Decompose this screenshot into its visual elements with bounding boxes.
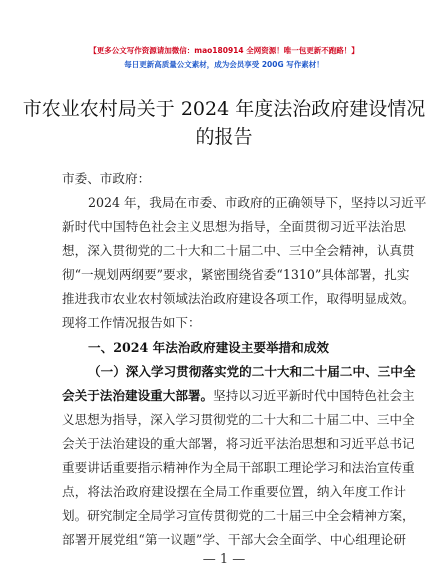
document-title-line1: 市农业农村局关于 2024 年度法治政府建设情况: [22, 98, 426, 120]
subsection-heading-1-continued: [62, 387, 415, 405]
salutation: 市委、市政府：: [62, 171, 151, 186]
subsection-heading-1-tail: 会关于法治建设重大部署。: [62, 388, 214, 403]
paragraph-line: 2024 年，我局在市委、市政府的正确领导下，坚持以习近平: [88, 195, 427, 210]
section-heading-1: 一、2024 年法治政府建设主要举措和成效: [88, 340, 329, 355]
paragraph-line: 彻“一规划两纲要”要求，紧密围绕省委“1310”具体部署，扎实: [62, 267, 410, 282]
document-title-line2: 的报告: [195, 126, 253, 148]
paragraph-line: 重要讲话重要指示精神作为全局干部职工理论学习和法治宣传重: [62, 460, 415, 475]
paragraph-text: 坚持以习近平新时代中国特色社会主: [213, 388, 415, 403]
subsection-heading-1: （一）深入学习贯彻落实党的二十大和二十届二中、三中全: [88, 364, 416, 379]
promo-banner-line1: 【更多公文写作资源请加微信：mao180914 全网资源！唯一包更新不跑路！】: [89, 46, 359, 55]
paragraph-line: 想，深入贯彻党的二十大和二十届二中、三中全会精神，认真贯: [62, 243, 415, 258]
paragraph-line: 义思想为指导，深入学习贯彻党的二十大和二十届二中、三中全: [62, 412, 415, 427]
page-number: — 1 —: [202, 552, 246, 567]
paragraph-line: 新时代中国特色社会主义思想为指导，全面贯彻习近平法治思: [62, 219, 406, 234]
paragraph-line: 点，将法治政府建设摆在全局工作重要位置，纳入年度工作计: [62, 484, 406, 499]
paragraph-line: 划。研究制定全局学习宣传贯彻党的二十届三中全会精神方案，: [62, 508, 415, 523]
paragraph-line: 推进我市农业农村领域法治政府建设各项工作，取得明显成效。: [62, 291, 415, 306]
paragraph-line: 部署开展党组“第一议题”学、干部大会全面学、中心组理论研: [62, 532, 406, 547]
promo-banner-line2: 每日更新高质量公文素材，成为会员享受 200G 写作素材！: [124, 60, 324, 69]
paragraph-line: 现将工作情况报告如下：: [62, 315, 201, 330]
paragraph-line: 会关于法治建设的重大部署，将习近平法治思想和习近平总书记: [62, 436, 415, 451]
